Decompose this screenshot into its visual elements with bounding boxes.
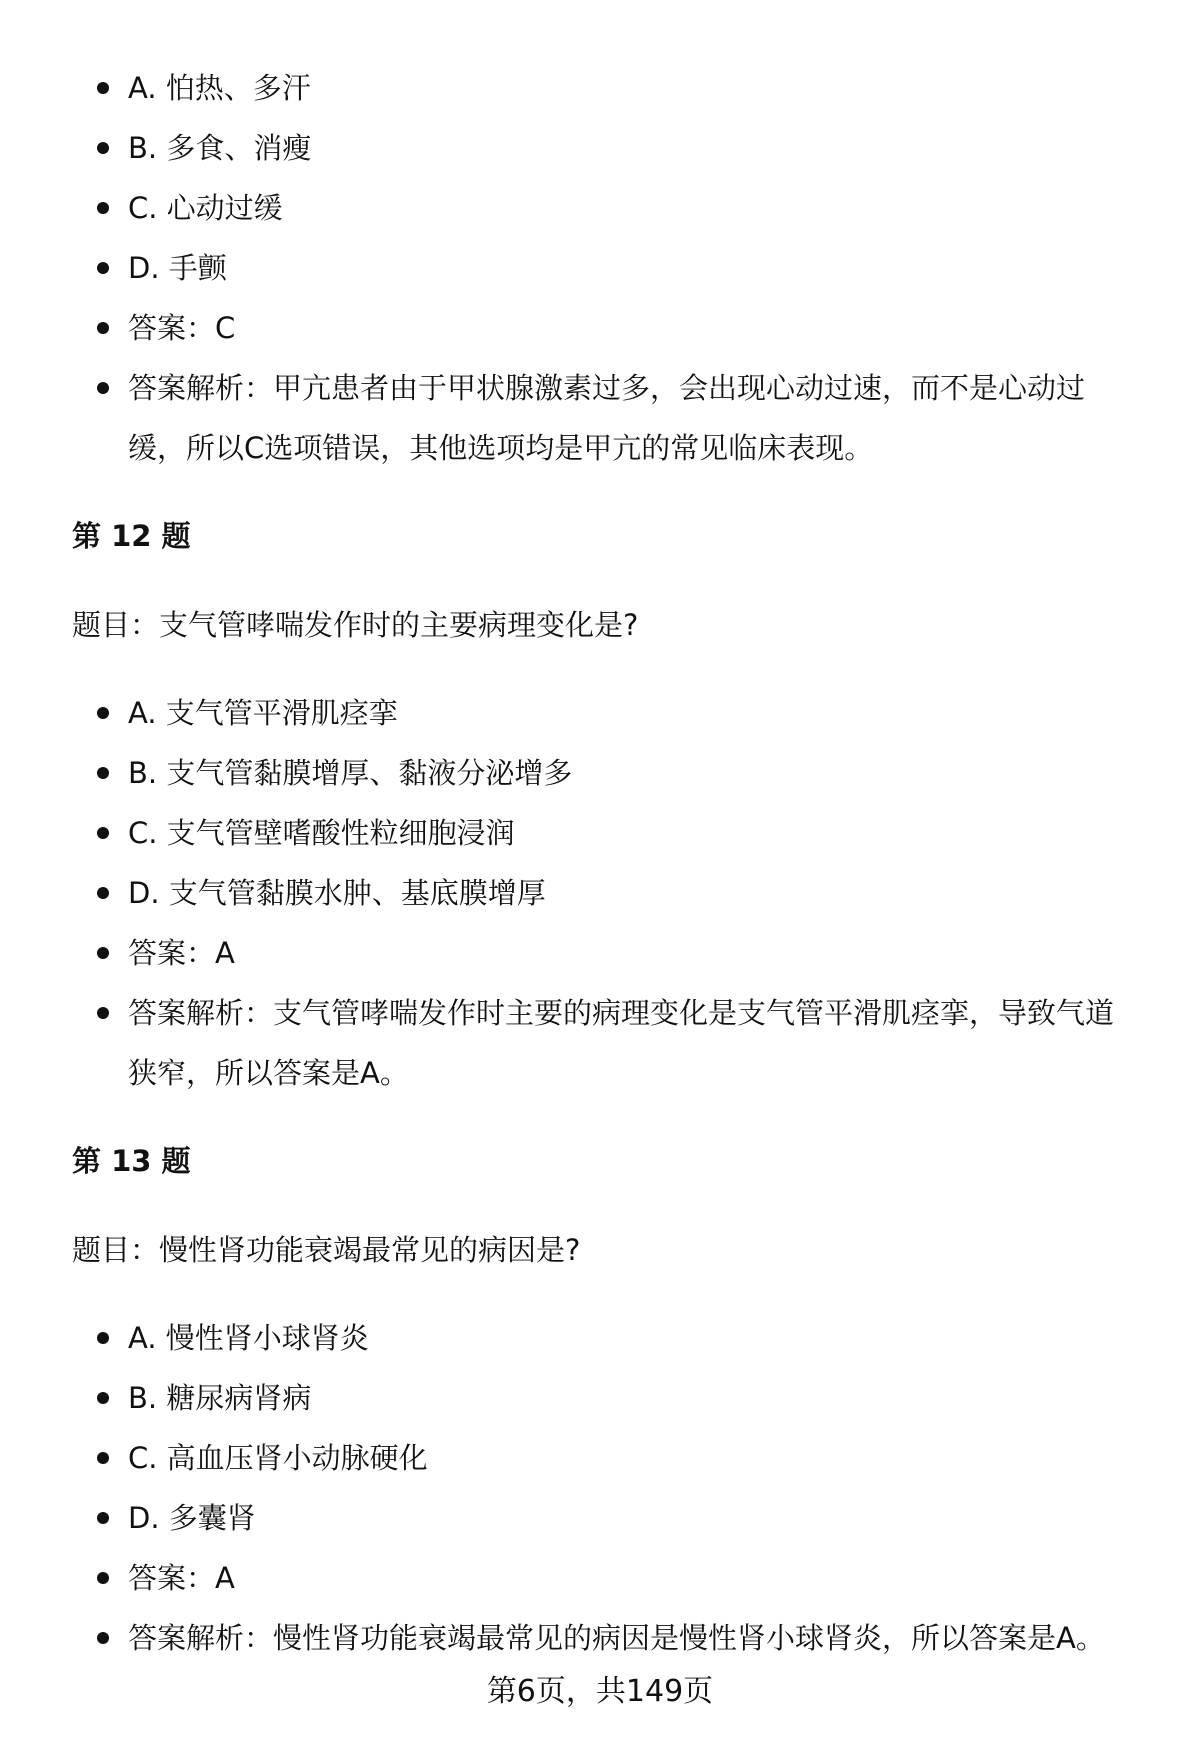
answer-explanation: 答案解析：支气管哮喘发作时主要的病理变化是支气管平滑肌痉挛，导致气道狭窄，所以答案是A。	[0, 983, 1140, 1103]
option-b: B. 多食、消瘦	[0, 118, 1140, 178]
question-text: 题目：慢性肾功能衰竭最常见的病因是?	[72, 1233, 581, 1267]
option-b: B. 支气管黏膜增厚、黏液分泌增多	[0, 743, 1140, 803]
bullet-icon	[97, 707, 109, 719]
answer: 答案：A	[0, 1548, 1140, 1608]
bullet-icon	[97, 1007, 109, 1019]
bullet-icon	[97, 767, 109, 779]
question-text: 题目：支气管哮喘发作时的主要病理变化是?	[72, 608, 639, 642]
answer-explanation: 答案解析：甲亢患者由于甲状腺激素过多，会出现心动过速，而不是心动过缓，所以C选项错误，其他选项均是甲亢的常见临床表现。	[0, 358, 1140, 478]
option-c: C. 心动过缓	[0, 178, 1140, 238]
bullet-icon	[97, 1632, 109, 1644]
option-c: C. 高血压肾小动脉硬化	[0, 1428, 1140, 1488]
answer: 答案：C	[0, 298, 1140, 358]
bullet-icon	[97, 82, 109, 94]
bullet-icon	[97, 142, 109, 154]
bullet-icon	[97, 947, 109, 959]
options-list	[0, 58, 1200, 478]
question-heading: 第 13 题	[72, 1144, 191, 1178]
option-d: D. 多囊肾	[0, 1488, 1140, 1548]
option-d: D. 手颤	[0, 238, 1140, 298]
bullet-icon	[97, 382, 109, 394]
bullet-icon	[97, 887, 109, 899]
bullet-icon	[97, 262, 109, 274]
bullet-icon	[97, 827, 109, 839]
option-b: B. 糖尿病肾病	[0, 1368, 1140, 1428]
options-list	[0, 683, 1200, 1103]
option-a: A. 怕热、多汗	[0, 58, 1140, 118]
option-a: A. 慢性肾小球肾炎	[0, 1308, 1140, 1368]
bullet-icon	[97, 1452, 109, 1464]
answer: 答案：A	[0, 923, 1140, 983]
bullet-icon	[97, 1392, 109, 1404]
bullet-icon	[97, 322, 109, 334]
options-list	[0, 1308, 1200, 1668]
option-d: D. 支气管黏膜水肿、基底膜增厚	[0, 863, 1140, 923]
bullet-icon	[97, 1332, 109, 1344]
option-c: C. 支气管壁嗜酸性粒细胞浸润	[0, 803, 1140, 863]
bullet-icon	[97, 1512, 109, 1524]
option-a: A. 支气管平滑肌痉挛	[0, 683, 1140, 743]
answer-explanation: 答案解析：慢性肾功能衰竭最常见的病因是慢性肾小球肾炎，所以答案是A。	[0, 1608, 1140, 1668]
question-heading: 第 12 题	[72, 519, 191, 553]
page-footer: 第6页，共149页	[486, 1674, 714, 1709]
bullet-icon	[97, 202, 109, 214]
bullet-icon	[97, 1572, 109, 1584]
